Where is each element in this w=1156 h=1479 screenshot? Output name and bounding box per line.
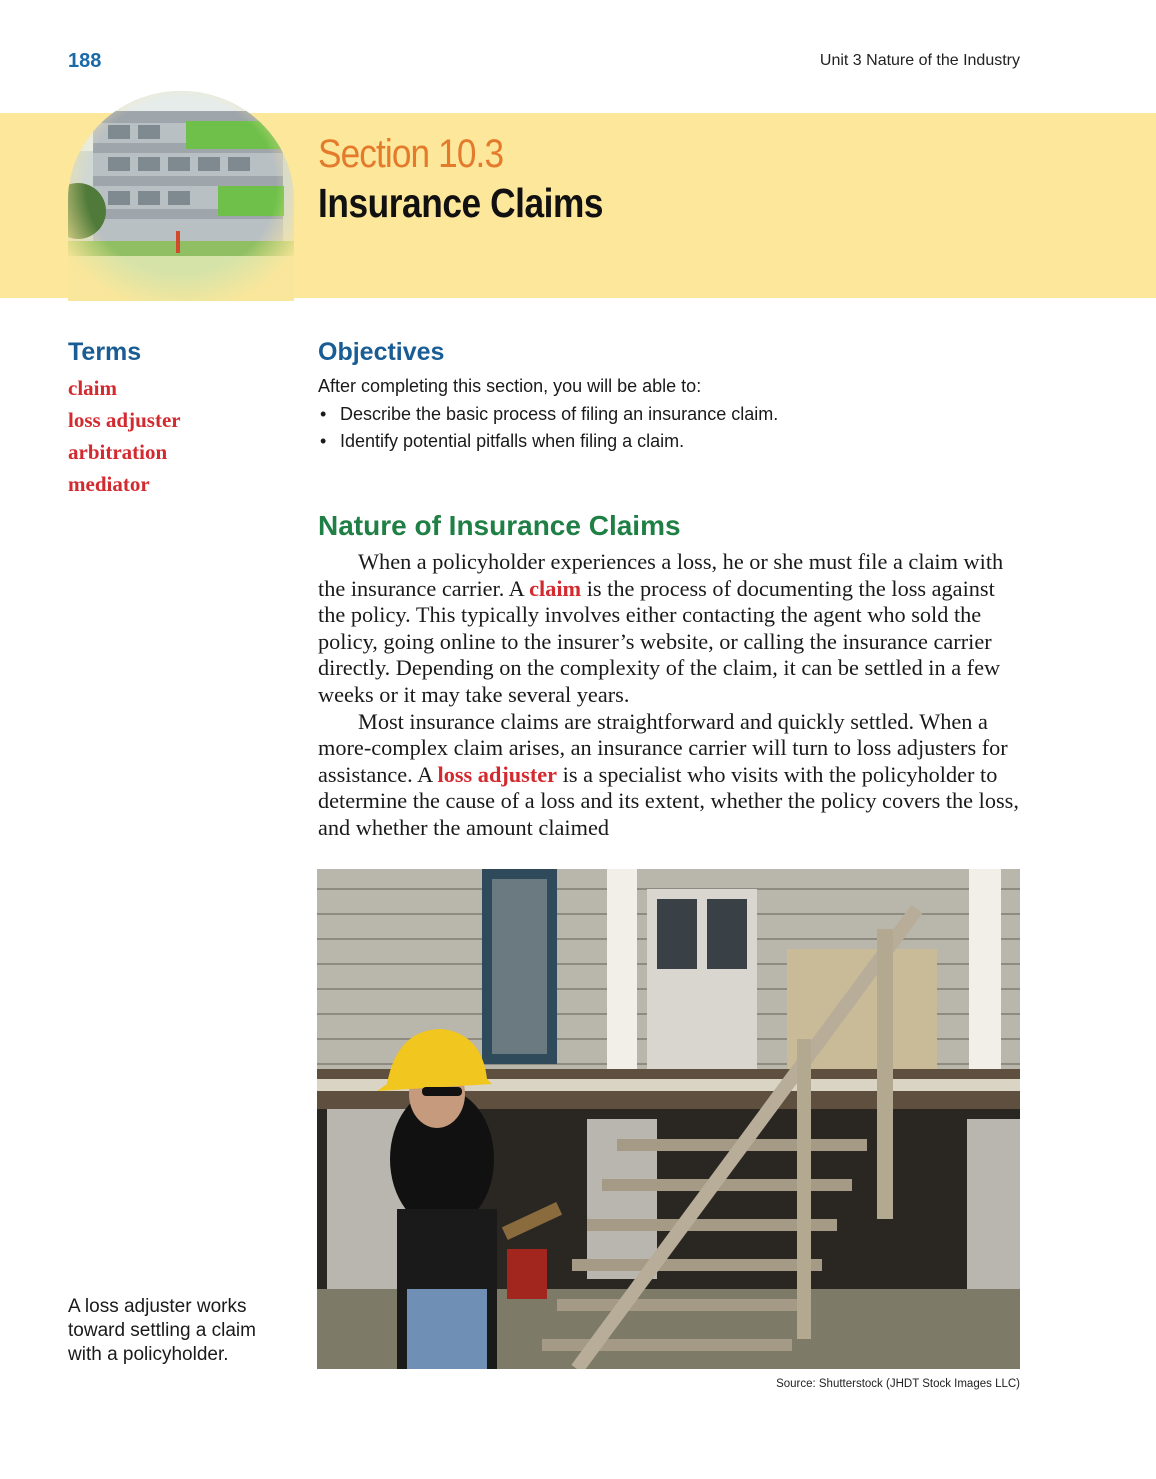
keyword-loss-adjuster: loss adjuster	[437, 761, 558, 787]
term-item: claim	[68, 376, 117, 400]
term-item: arbitration	[68, 440, 168, 464]
page-number: 188	[68, 50, 102, 72]
figure-caption: A loss adjuster works toward settling a claim with a policyholder.	[68, 1296, 256, 1365]
section-title: Insurance Claims	[318, 180, 604, 226]
p2-text-a: Most insurance claims are straightforward and quickly settled. When a more-complex claim arises, an insurance carrier will turn to loss adjusters for assistance. A	[318, 708, 1008, 787]
objective-item: • Identify potential pitfalls when filing a claim.	[318, 428, 778, 455]
objectives-heading: Objectives	[318, 338, 445, 366]
loss-adjuster-photo	[317, 869, 1020, 1369]
p2-text-b: is a specialist who visits with the policyholder to determine the cause of a loss and its extent, whether the policy covers the loss, and whether the amount claimed	[318, 761, 1019, 840]
paragraph-2	[318, 709, 1020, 842]
p1-text-b: is the process of documenting the loss against the policy. This typically involves either contacting the agent who sold the policy, going online to the insurer’s website, or calling the insurance carrier directly. Depending on the complexity of the claim, it can be settled in a few weeks or it may take several years.	[318, 575, 1001, 707]
keyword-claim: claim	[529, 575, 582, 601]
paragraph-1	[318, 549, 1020, 709]
building-photo	[68, 91, 294, 301]
photo-credit: Source: Shutterstock (JHDT Stock Images LLC)	[776, 1378, 1020, 1390]
terms-heading: Terms	[68, 338, 142, 366]
objectives-intro: After completing this section, you will be able to:	[318, 376, 702, 396]
term-item: loss adjuster	[68, 408, 181, 432]
term-item: mediator	[68, 472, 150, 496]
objective-item: • Describe the basic process of filing an insurance claim.	[318, 401, 778, 428]
terms-list	[68, 372, 181, 500]
unit-label: Unit 3 Nature of the Industry	[819, 52, 1020, 69]
nature-heading: Nature of Insurance Claims	[318, 510, 681, 541]
section-number: Section 10.3	[318, 132, 504, 176]
p1-text-a: When a policyholder experiences a loss, he or she must file a claim with the insurance carrier. A	[318, 549, 1004, 601]
body-text	[318, 549, 1020, 842]
objectives-list	[318, 401, 778, 455]
